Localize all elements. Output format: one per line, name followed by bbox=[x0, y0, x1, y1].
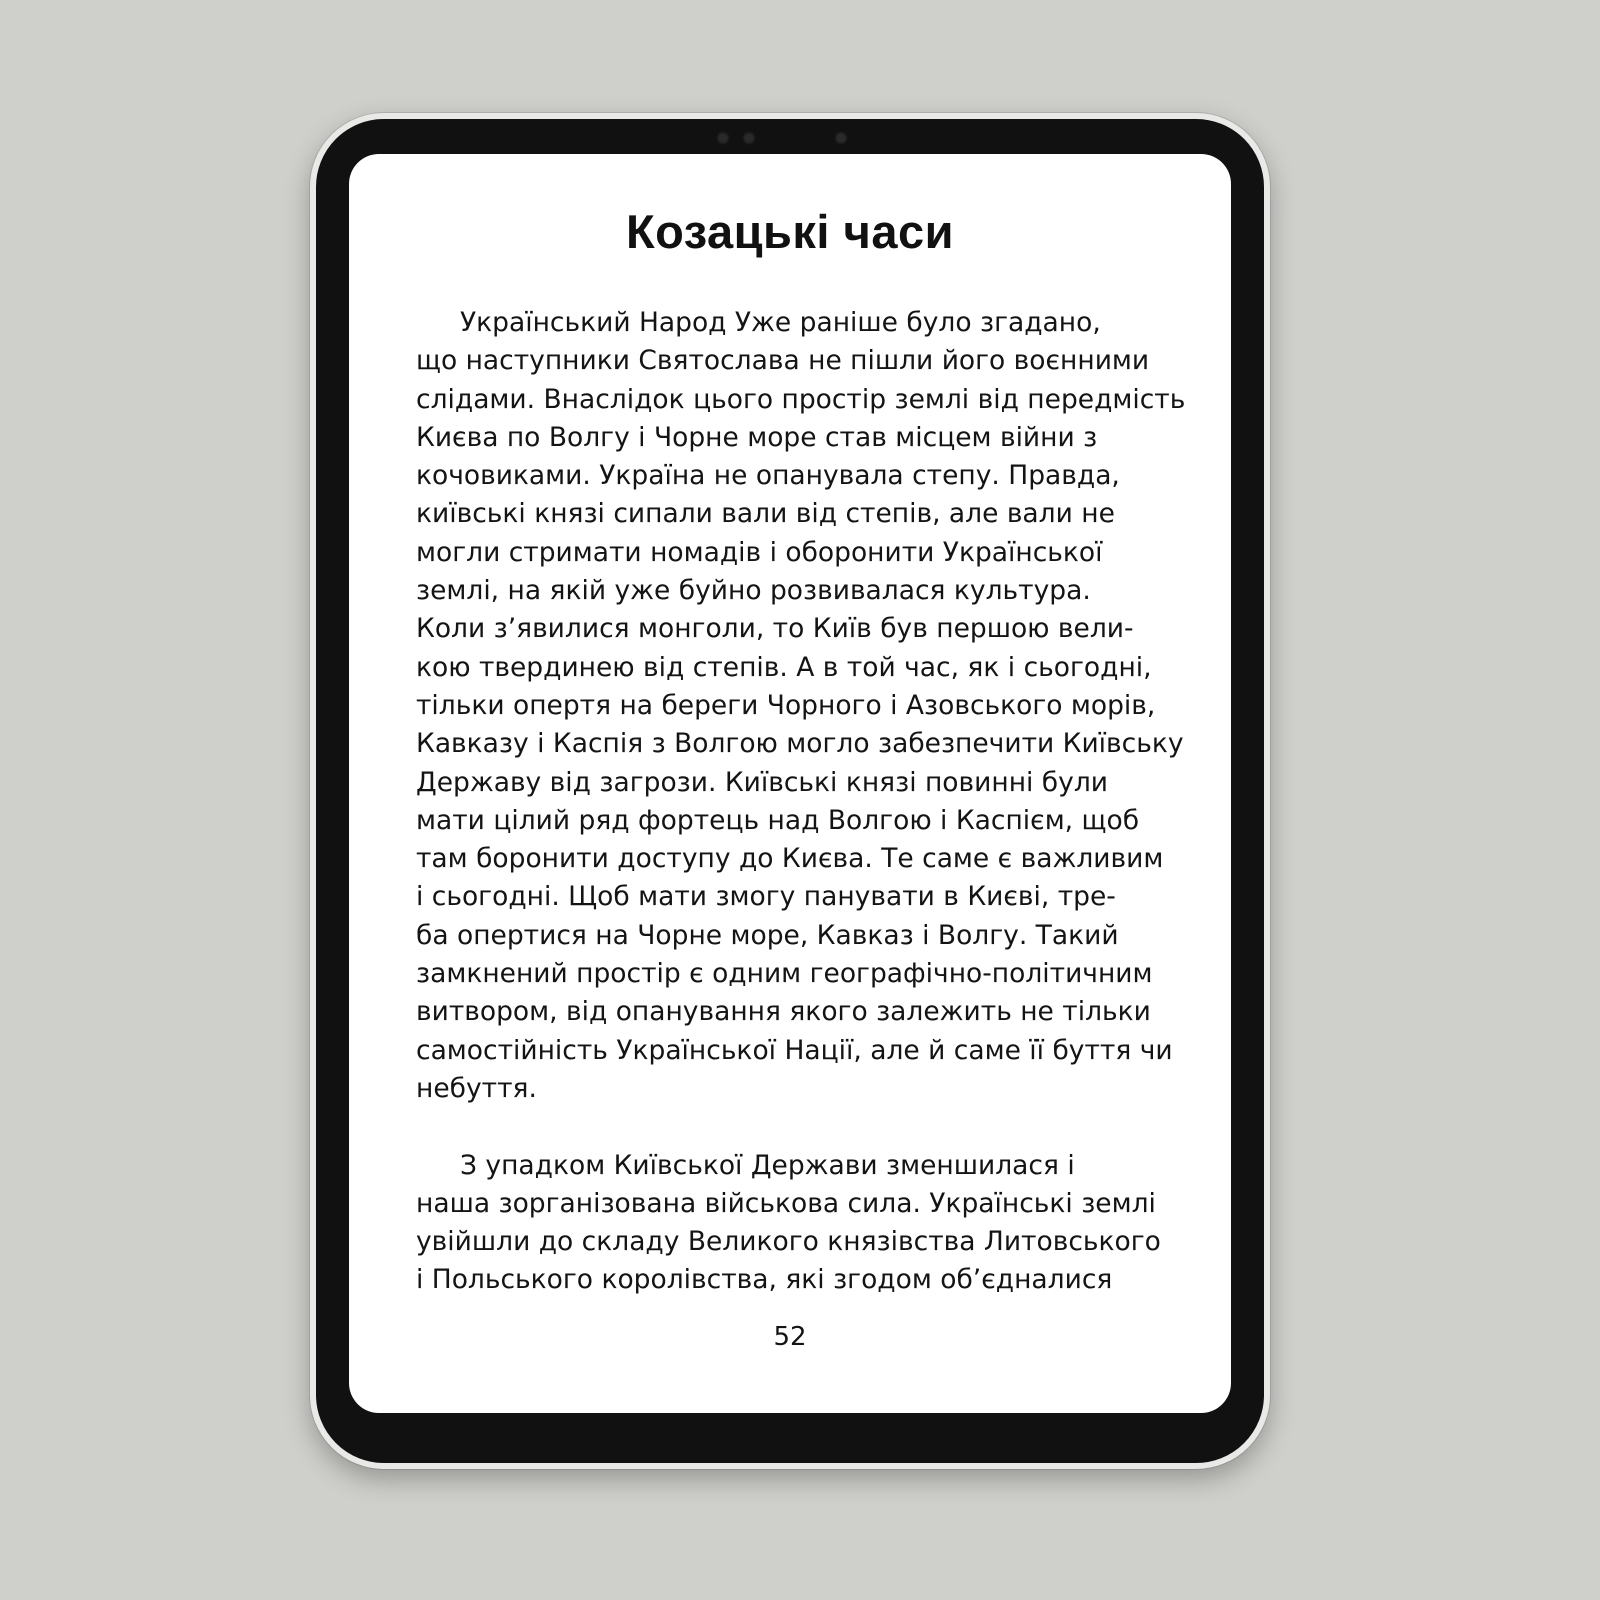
text-line: що наступники Святослава не пішли його воєнними bbox=[416, 345, 1150, 377]
page-body bbox=[416, 304, 1186, 1300]
text-line: Український Народ Уже раніше було згадано, bbox=[460, 307, 1101, 338]
front-camera-icon bbox=[835, 132, 847, 144]
text-line: могли стримати номадів і оборонити Української bbox=[416, 536, 1103, 568]
text-line: і сьогодні. Щоб мати змогу панувати в Києві, тре- bbox=[416, 881, 1116, 913]
tablet-device bbox=[310, 113, 1270, 1469]
paragraph bbox=[416, 1147, 1186, 1300]
camera-bar bbox=[715, 125, 865, 151]
text-line: З упадком Київської Держави зменшилася і bbox=[460, 1149, 1075, 1181]
text-line: кою твердинею від степів. А в той час, як і сьогодні, bbox=[416, 651, 1152, 683]
text-line: небуття. bbox=[416, 1072, 537, 1104]
page-title: Козацькі часи bbox=[625, 205, 955, 258]
text-line: самостійність Української Нації, але й саме її буття чи bbox=[416, 1034, 1173, 1066]
text-line: київські князі сипали вали від степів, але вали не bbox=[416, 498, 1115, 530]
text-line: кочовиками. Україна не опанувала степу. Правда, bbox=[416, 460, 1120, 492]
text-line: Києва по Волгу і Чорне море став місцем війни з bbox=[416, 421, 1098, 453]
paragraph bbox=[416, 304, 1186, 1108]
page-number: 52 bbox=[773, 1322, 807, 1352]
sensor-icon bbox=[743, 132, 755, 144]
front-camera-icon bbox=[717, 132, 729, 144]
text-line: там боронити доступу до Києва. Те саме є важливим bbox=[416, 843, 1164, 875]
text-line: ба опертися на Чорне море, Кавказ і Волгу. Такий bbox=[416, 919, 1119, 951]
reader-screen[interactable] bbox=[349, 154, 1231, 1413]
text-line: слідами. Внаслідок цього простір землі від передмість bbox=[416, 383, 1186, 415]
text-line: Державу від загрози. Київські князі повинні були bbox=[416, 766, 1108, 798]
text-line: мати цілий ряд фортець над Волгою і Каспієм, щоб bbox=[416, 804, 1140, 836]
text-line: увійшли до складу Великого князівства Литовського bbox=[416, 1226, 1161, 1258]
text-line: замкнений простір є одним географічно-політичним bbox=[416, 958, 1153, 990]
text-line: і Польського королівства, які згодом об’єдналися bbox=[416, 1264, 1113, 1296]
text-line: Коли з’явилися монголи, то Київ був першою вели- bbox=[416, 613, 1134, 645]
text-line: землі, на якій уже буйно розвивалася культура. bbox=[416, 575, 1091, 607]
text-line: витвором, від опанування якого залежить не тільки bbox=[416, 996, 1151, 1028]
paragraph-gap bbox=[416, 1108, 1186, 1146]
text-line: Кавказу і Каспія з Волгою могло забезпечити Київську bbox=[416, 728, 1184, 760]
text-line: тільки опертя на береги Чорного і Азовського морів, bbox=[416, 689, 1156, 721]
text-line: наша зорганізована військова сила. Українські землі bbox=[416, 1187, 1156, 1219]
